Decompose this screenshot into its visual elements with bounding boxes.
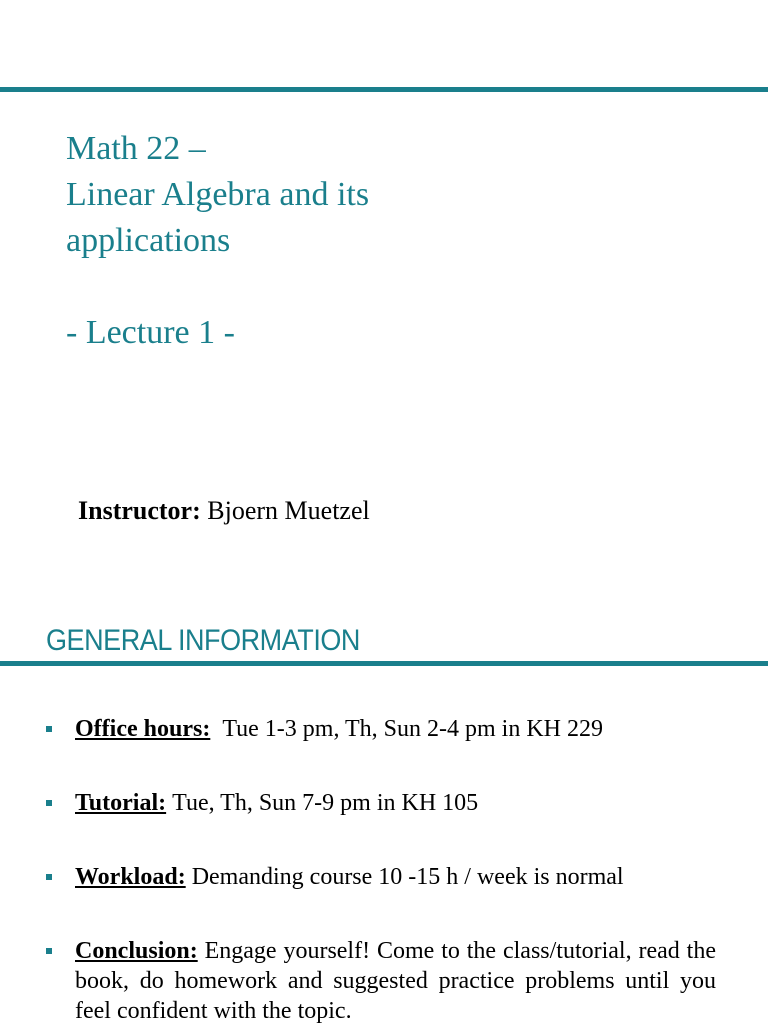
instructor-label: Instructor: bbox=[78, 496, 201, 525]
slide-title bbox=[66, 126, 369, 264]
square-bullet-icon bbox=[46, 948, 52, 954]
square-bullet-icon bbox=[46, 874, 52, 880]
conclusion-label: Conclusion: bbox=[75, 938, 198, 964]
title-line-subject: Linear Algebra and its bbox=[66, 176, 370, 213]
list-item-workload bbox=[46, 862, 716, 892]
title-line-course: Math 22 – bbox=[66, 130, 206, 167]
tutorial-label: Tutorial: bbox=[75, 790, 167, 816]
square-bullet-icon bbox=[46, 800, 52, 806]
square-bullet-icon bbox=[46, 726, 52, 732]
info-list bbox=[46, 714, 716, 1026]
workload-label: Workload: bbox=[75, 864, 186, 890]
list-item-conclusion bbox=[46, 936, 716, 1026]
office-hours-text: Tue 1-3 pm, Th, Sun 2-4 pm in KH 229 bbox=[222, 716, 604, 742]
title-line-subject-cont: applications bbox=[66, 222, 231, 259]
top-divider bbox=[0, 87, 768, 92]
list-item-office-hours bbox=[46, 714, 716, 744]
conclusion-text: Engage yourself! Come to the class/tutorial, read the book, do homework and suggested practice problems until you feel confident with the topic. bbox=[75, 938, 716, 1024]
instructor-name: Bjoern Muetzel bbox=[207, 496, 370, 525]
instructor-line bbox=[78, 494, 370, 528]
list-item-tutorial bbox=[46, 788, 716, 818]
office-hours-label: Office hours: bbox=[75, 716, 211, 742]
section-heading: GENERAL INFORMATION bbox=[46, 624, 360, 657]
workload-text: Demanding course 10 -15 h / week is normal bbox=[191, 864, 624, 890]
lecture-number: - Lecture 1 - bbox=[66, 314, 235, 351]
tutorial-text: Tue, Th, Sun 7-9 pm in KH 105 bbox=[172, 790, 479, 816]
section-divider bbox=[0, 661, 768, 666]
